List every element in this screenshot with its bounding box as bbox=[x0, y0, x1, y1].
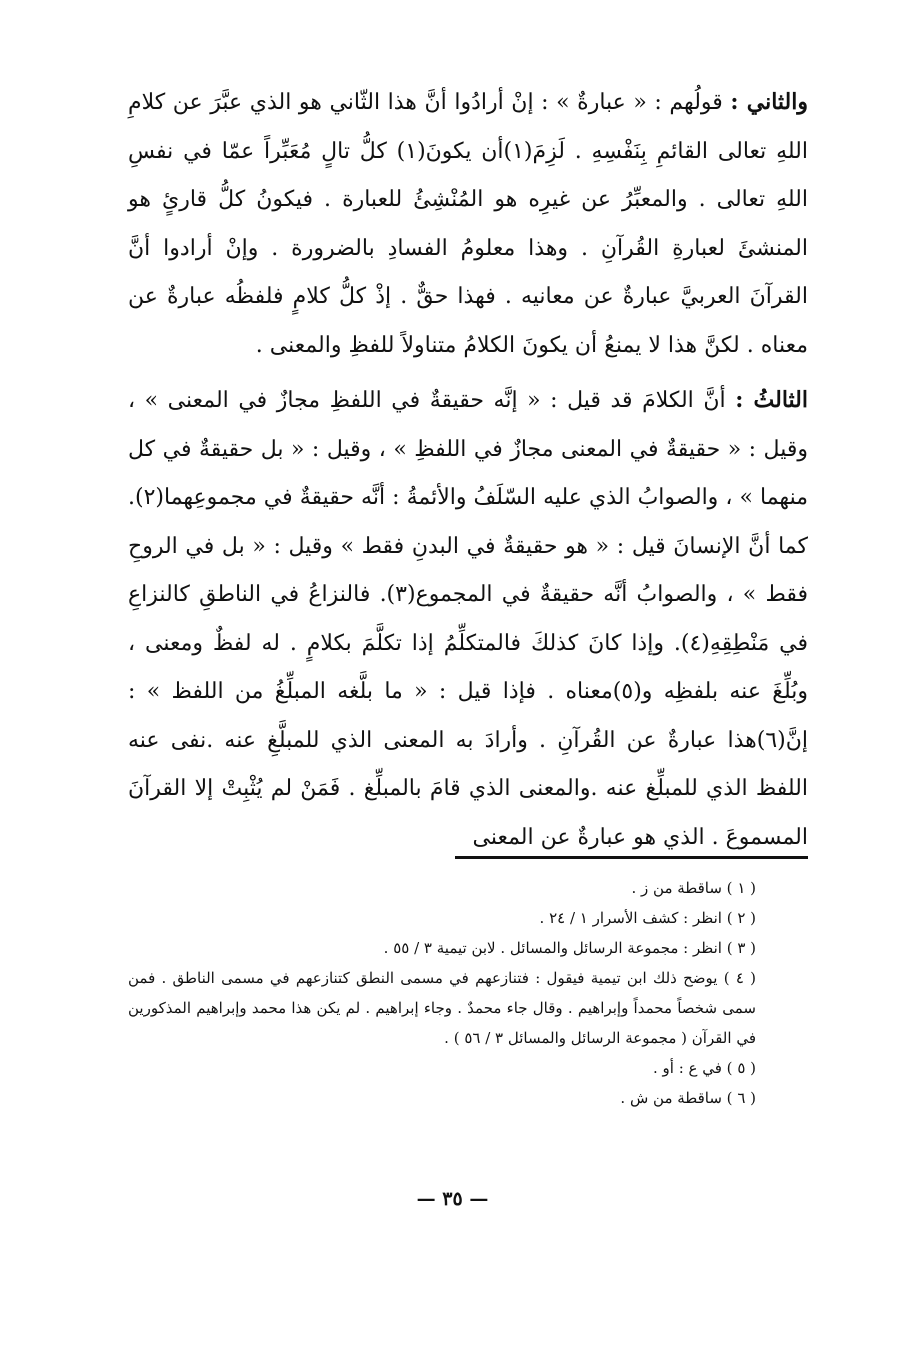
paragraph-text: أنَّ الكلامَ قد قيل : « إنَّه حقيقةٌ في اللفظِ مجازٌ في المعنى » ، وقيل : « حقيقةٌ في المعنى مجازٌ في اللفظِ » ، وقيل : « بل حقيقةٌ في كل منهما » ، والصوابُ الذي عليه السّلَفُ والأئمةُ : أنَّه حقيقةٌ في مجموعِهما(٢). كما أنَّ الإنسانَ قيل : « هو حقيقةٌ في البدنِ فقط » وقيل : « بل في الروحِ فقط » ، والصوابُ أنَّه حقيقةٌ في المجموع(٣). فالنزاعُ في الناطقِ كالنزاعِ في مَنْطِقِهِ(٤). وإذا كانَ كذلكَ فالمتكلِّمُ إذا تكلَّمَ بكلامٍ . له لفظٌ ومعنى ، وبُلِّغَ عنه بلفظِه و(٥)معناه . فإذا قيل : « ما بلَّغه المبلِّغُ من اللفظ » : إنَّ(٦)هذا عبارةٌ عن القُرآنِ . وأرادَ به المعنى الذي للمبلَّغِ عنه .نفى عنه اللفظ الذي للمبلِّغ عنه .والمعنى الذي قامَ بالمبلِّغ . فَمَنْ لم يُثْبِتْ إلا القرآنَ المسموعَ . الذي هو عبارةٌ عن المعنى bbox=[128, 388, 809, 850]
page-number: — ٣٥ — bbox=[416, 1188, 489, 1210]
footnotes bbox=[128, 873, 808, 1113]
footnote-separator bbox=[455, 856, 808, 859]
paragraph-lead: الثالثُ : bbox=[735, 387, 808, 413]
paragraph-second bbox=[128, 78, 808, 370]
footnote: ( ٥ ) في ع : أو . bbox=[652, 1059, 756, 1077]
footnote: ( ٤ ) يوضح ذلك ابن تيمية فيقول : فتنازعهم في مسمى النطق كتنازعهم في مسمى الناطق . فمن سمى شخصاً محمداً وإبراهيم . وقال جاء محمدٌ . وجاء إبراهيم . لم يكن هذا محمد وإبراهيم المذكورين في القرآن ( مجموعة الرسائل والمسائل ٣ / ٥٦ ) . bbox=[128, 969, 756, 1047]
main-text bbox=[128, 78, 808, 862]
footnote: ( ٣ ) انظر : مجموعة الرسائل والمسائل . لابن تيمية ٣ / ٥٥ . bbox=[383, 939, 756, 957]
paragraph-lead: والثاني : bbox=[730, 89, 808, 115]
paragraph-third bbox=[128, 376, 808, 862]
footnote: ( ٢ ) انظر : كشف الأسرار ١ / ٢٤ . bbox=[539, 909, 756, 927]
footnote: ( ١ ) ساقطة من ز . bbox=[631, 879, 756, 897]
paragraph-text: قولُهم : « عبارةٌ » : إنْ أرادُوا أنَّ هذا الثّاني هو الذي عبَّرَ عن كلامِ اللهِ تعالى القائمِ بِنَفْسِهِ . لَزِمَ(١)أن يكونَ(١) كلُّ تالٍ مُعَبِّراً عمّا في نفسِ اللهِ تعالى . والمعبِّرُ عن غيرِه هو المُنْشِئُ للعبارة . فيكونُ كلُّ قارئٍ هو المنشئَ لعبارةِ القُرآنِ . وهذا معلومُ الفسادِ بالضرورة . وإنْ أرادوا أنَّ القرآنَ العربيَّ عبارةٌ عن معانيه . فهذا حقٌّ . إذْ كلُّ كلامٍ فلفظُه عبارةٌ عن معناه . لكنَّ هذا لا يمنعُ أن يكونَ الكلامُ متناولاً للفظِ والمعنى . bbox=[128, 90, 809, 358]
footnote: ( ٦ ) ساقطة من ش . bbox=[620, 1089, 756, 1107]
